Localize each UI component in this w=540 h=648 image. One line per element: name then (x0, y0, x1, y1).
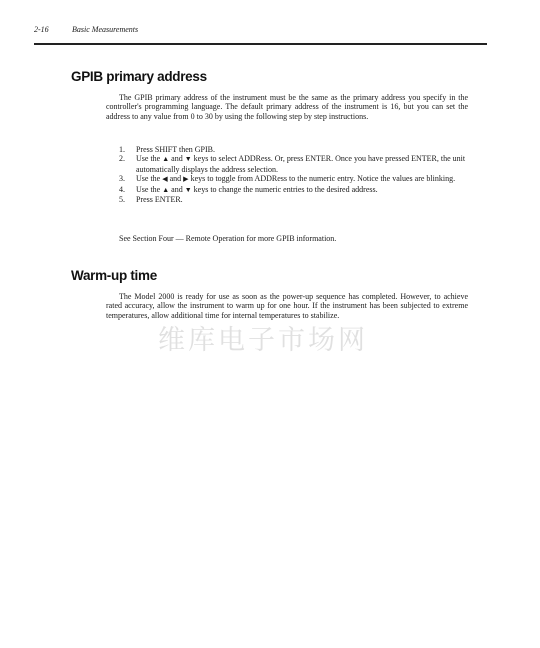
section-title: Basic Measurements (72, 25, 139, 34)
warmup-heading: Warm-up time (71, 268, 157, 283)
up-arrow-icon: ▲ (162, 155, 170, 164)
step-text: and (167, 174, 184, 184)
step-number: 4. (119, 184, 125, 194)
step-text: Use the (136, 174, 163, 184)
step-text: Use the (136, 154, 163, 164)
down-arrow-icon: ▼ (184, 185, 192, 194)
gpib-steps-list (116, 145, 468, 204)
right-arrow-icon: ▶ (183, 175, 189, 184)
step-text: and (169, 154, 185, 164)
gpib-intro-paragraph (106, 93, 468, 121)
warmup-text: The Model 2000 is ready for use as soon as the power-up sequence has completed. However, to achieve rated accuracy, allow the instrument to warm up for one hour. If the instrument has been subjected to extreme temperatures, allow additional time for internal temperatures to stabilize. (106, 292, 468, 320)
see-also-text: See Section Four — Remote Operation for more GPIB information. (119, 234, 337, 243)
list-item (116, 154, 468, 174)
list-item (116, 195, 468, 204)
step-number: 1. (119, 145, 125, 154)
step-text: keys to select ADDRess. Or, press ENTER. Once you have pressed ENTER, the unit automatically displays the address selection. (136, 154, 466, 174)
header-rule (34, 43, 487, 45)
step-text: keys to toggle from ADDRess to the numeric entry. Notice the values are blinking. (188, 174, 456, 184)
running-header (34, 25, 138, 34)
step-number: 5. (119, 195, 125, 205)
step-number: 3. (119, 174, 125, 184)
gpib-see-also (106, 234, 468, 243)
gpib-heading: GPIB primary address (71, 69, 207, 84)
step-number: 2. (119, 154, 125, 164)
page-number: 2-16 (34, 25, 49, 34)
up-arrow-icon: ▲ (162, 185, 170, 194)
step-text: and (169, 184, 185, 194)
step-text: Use the (136, 184, 163, 194)
list-item (116, 185, 468, 195)
list-item (116, 174, 468, 184)
warmup-paragraph (106, 292, 468, 320)
list-item (116, 145, 468, 154)
down-arrow-icon: ▼ (184, 155, 192, 164)
watermark: 维库电子市场网 (158, 325, 368, 356)
step-text: Press SHIFT then GPIB. (136, 145, 215, 154)
step-text: keys to change the numeric entries to the desired address. (191, 184, 378, 194)
left-arrow-icon: ◀ (162, 175, 168, 184)
gpib-intro-text: The GPIB primary address of the instrument must be the same as the primary address you specify in the controller's programming language. The default primary address of the instrument is 16, but you can set the address to any value from 0 to 30 by using the following step by step instructions. (106, 93, 468, 121)
step-text: Press ENTER. (136, 195, 183, 205)
